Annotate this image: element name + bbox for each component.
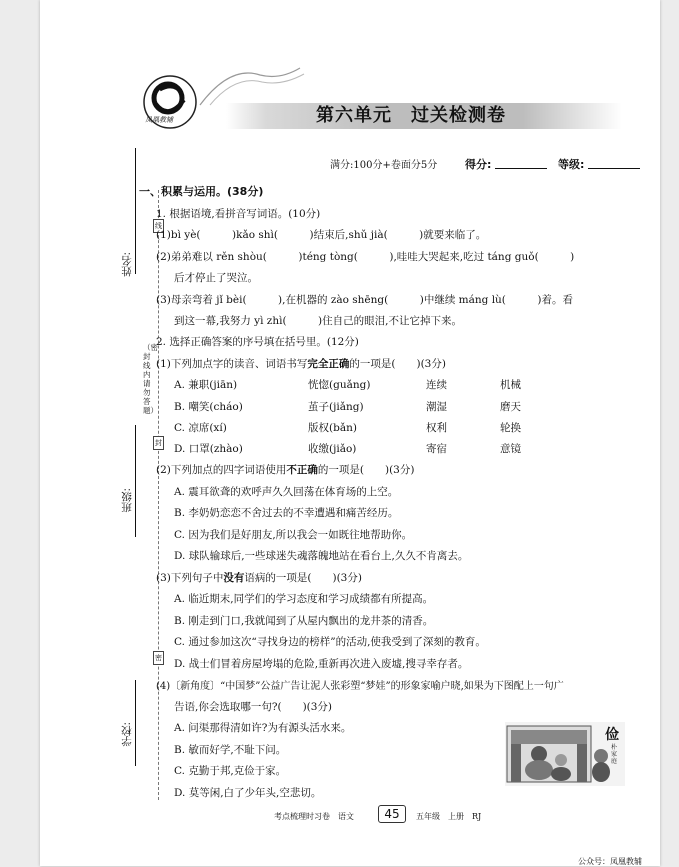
q2-3-option-b: B. 刚走到门口,我就闻到了从屋内飘出的龙井茶的清香。 [174,615,434,627]
q2-1-stem: (1)下列加点字的读音、词语书写完全正确的一项是( )(3分) [156,358,446,370]
q2-2-option-a: A. 震耳欲聋的欢呼声久久回荡在体育场的上空。 [174,486,399,498]
q2-2-option-d: D. 球队输球后,一些球迷失魂落魄地站在看台上,久久不肯离去。 [174,550,469,562]
page-title: 第六单元 过关检测卷 [316,105,506,126]
q2-1-a-3: 连续 [426,379,447,391]
grade-label: 等级: [558,158,585,171]
clay-doll-illustration [505,722,625,786]
score-label: 得分: [465,158,492,171]
q2-1-c-2: 版权(bǎn) [308,422,357,434]
q2-4-line-2: 告语,你会选取哪一句?( )(3分) [174,701,333,713]
q2-1-c-3: 权利 [426,422,447,434]
q2-2-stem: (2)下列加点的四字词语使用不正确的一项是( )(3分) [156,464,415,476]
q2-3-option-d: D. 战士们冒着房屋垮塌的危险,重新再次进入废墟,搜寻幸存者。 [174,658,469,670]
q2-1-a-4: 机械 [500,379,521,391]
name-label: 姓名: [121,252,133,277]
section-heading: 一、积累与运用。(38分) [139,185,264,198]
q2-1-b-1: B. 嘲笑(cháo) [174,401,243,413]
class-label: 班级: [121,488,133,513]
q2-1-d-3: 寄宿 [426,443,447,455]
q2-1-b-4: 磨天 [500,401,521,413]
footer-right: 五年级 上册 RJ [416,812,482,821]
q2-1-a-2: 恍惚(guǎng) [308,379,371,391]
seal-tag-xian: 线 [153,219,164,233]
q1-line-1: (1)bì yè( )kǎo shì( )结束后,shǔ jià( )就要来临了。 [156,229,487,241]
seal-notice: （密封线内请勿答题） [143,343,158,415]
q2-3-stem: (3)下列句子中没有语病的一项是( )(3分) [156,572,362,584]
exam-page [40,0,660,866]
q2-3-option-a: A. 临近期末,同学们的学习态度和学习成绩都有所提高。 [174,593,434,605]
seal-tag-mi: 密 [153,651,164,665]
q2-1-b-2: 茧子(jiǎng) [308,401,364,413]
q1-stem: 1. 根据语境,看拼音写词语。(10分) [156,208,321,220]
q2-stem: 2. 选择正确答案的序号填在括号里。(12分) [156,336,359,348]
footer-left: 考点梳理时习卷 语文 [274,812,354,821]
q2-2-option-b: B. 李奶奶恋恋不舍过去的不幸遭遇和痛苦经历。 [174,507,399,519]
q2-1-d-4: 意镜 [500,443,521,455]
q1-line-3: 后才停止了哭泣。 [174,272,258,284]
q2-1-c-4: 轮换 [500,422,521,434]
q2-3-option-c: C. 通过参加这次“寻找身边的榜样”的活动,使我受到了深刻的教育。 [174,636,486,648]
q1-line-4: (3)母亲弯着 jǐ bèi( ),在机器的 zào shēng( )中继续 máng lù( )着。看 [156,294,574,306]
school-blank-line[interactable] [135,680,136,766]
q1-line-5: 到这一幕,我努力 yì zhì( )住自己的眼泪,不让它掉下来。 [174,315,462,327]
q1-line-2: (2)弟弟难以 rěn shòu( )téng tòng( ),哇哇大哭起来,吃过 táng guǒ( ) [156,251,575,263]
q2-1-d-2: 收缴(jiǎo) [308,443,357,455]
q2-2-option-c: C. 因为我们是好朋友,所以我会一如既往地帮助你。 [174,529,413,541]
q2-4-option-d: D. 莫等闲,白了少年头,空悲切。 [174,787,322,799]
class-blank-line[interactable] [135,425,136,537]
logo-text: 凤凰教辅 [145,116,173,124]
q2-4-option-c: C. 克勤于邦,克俭于家。 [174,765,287,777]
q2-1-a-1: A. 兼职(jiān) [174,379,238,391]
q2-1-c-1: C. 凉席(xí) [174,422,227,434]
page-number: 45 [378,805,406,823]
q2-1-b-3: 潮湿 [426,401,447,413]
q2-4-option-a: A. 问渠那得清如许?为有源头活水来。 [174,722,352,734]
q2-4-option-b: B. 敏而好学,不耻下问。 [174,744,287,756]
school-label: 学校: [121,722,133,747]
score-info: 满分:100分+卷面分5分 [330,160,438,171]
name-blank-line[interactable] [135,148,136,274]
seal-tag-feng: 封 [153,436,164,450]
footer-corner-watermark: 公众号：凤凰教辅 [578,857,642,866]
illustration-small-text: 朴 家 庭 [611,744,618,765]
q2-4-line-1: (4)〔新角度〕“中国梦”公益广告让泥人张彩塑“梦娃”的形象家喻户晓,如果为下图配上一句广 [156,681,564,692]
illustration-big-char: 俭 [605,727,619,743]
q2-1-d-1: D. 口罩(zhào) [174,443,243,455]
